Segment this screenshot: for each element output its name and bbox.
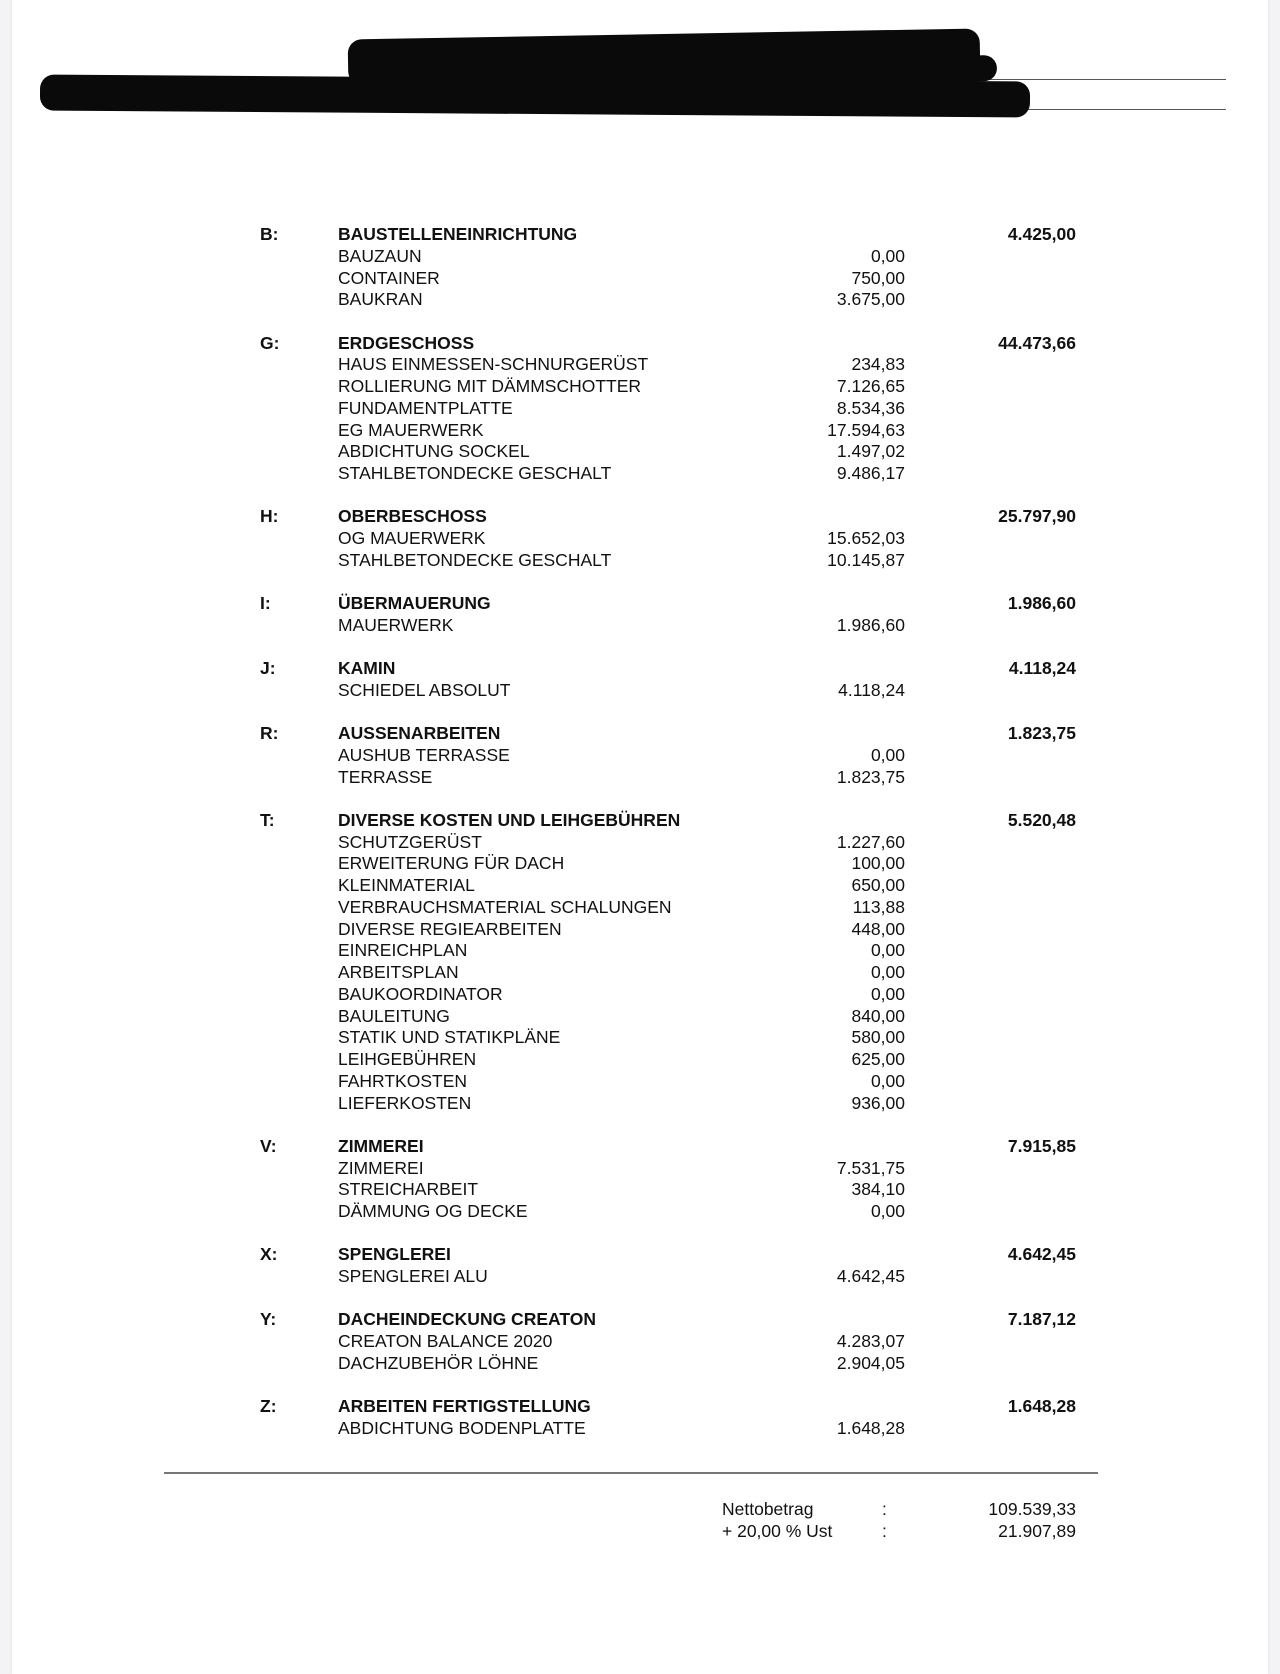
line-item-amount: 625,00 [851,1049,905,1069]
line-item-label: BAUZAUN [338,245,422,266]
summary-value: 109.539,33 [988,1499,1076,1519]
line-item-amount: 1.986,60 [836,614,905,635]
section-title: ARBEITEN FERTIGSTELLUNG [338,1396,591,1416]
line-item-amount: 2.904,05 [836,1352,905,1373]
section-header [12,810,1268,832]
section-total: 7.915,85 [1007,1135,1076,1156]
line-item-label: BAUKOORDINATOR [338,983,503,1004]
line-item [12,420,1268,442]
line-item [12,767,1268,789]
line-item-amount: 234,83 [851,354,905,375]
section-code: Z: [260,1396,277,1416]
section-total: 4.642,45 [1007,1244,1076,1265]
section [12,658,1268,702]
line-item-amount: 10.145,87 [827,549,905,570]
line-item-label: KLEINMATERIAL [338,875,475,895]
line-item [12,1331,1268,1353]
section-total: 4.425,00 [1007,224,1076,244]
line-item-label: SCHUTZGERÜST [338,831,482,852]
line-item-label: ABDICHTUNG BODENPLATTE [338,1417,586,1438]
line-item [12,832,1268,854]
section-title: SPENGLEREI [338,1244,451,1265]
section [12,1396,1268,1440]
section [12,333,1268,485]
line-item-label: HAUS EINMESSEN-SCHNURGERÜST [338,354,649,375]
line-item-amount: 650,00 [851,875,905,895]
line-item-amount: 0,00 [870,962,905,982]
line-item-label: MAUERWERK [338,614,454,635]
line-item [12,376,1268,398]
section [12,810,1268,1115]
section-title: BAUSTELLENEINRICHTUNG [338,224,578,244]
line-item-label: ARBEITSPLAN [338,962,459,982]
section-code: I: [260,593,271,613]
line-item-label: SCHIEDEL ABSOLUT [338,679,511,700]
section-header [12,333,1268,355]
line-item [12,1201,1268,1223]
line-item-label: FAHRTKOSTEN [338,1070,468,1091]
section-code: B: [260,224,279,244]
line-item-label: STAHLBETONDECKE GESCHALT [338,463,612,483]
line-item [12,463,1268,485]
line-item-label: STREICHARBEIT [338,1179,479,1200]
section-code: J: [260,658,276,678]
line-item-label: OG MAUERWERK [338,528,486,548]
section-title: OBERBESCHOSS [338,506,487,527]
section-header [12,1396,1268,1418]
summary-value: 21.907,89 [998,1521,1076,1541]
summary-colon: : [882,1499,887,1519]
line-item-amount: 17.594,63 [827,419,905,440]
line-item-amount: 384,10 [851,1179,905,1200]
line-item-label: ERWEITERUNG FÜR DACH [338,853,565,874]
line-item-amount: 4.118,24 [838,679,905,700]
section-total: 1.823,75 [1007,723,1076,743]
line-item-amount: 100,00 [851,853,905,874]
line-item-amount: 1.823,75 [836,766,905,787]
line-item [12,984,1268,1006]
section-code: H: [260,506,279,527]
line-item [12,680,1268,702]
section-code: T: [260,809,275,830]
section-title: DACHEINDECKUNG CREATON [338,1309,596,1330]
line-item-amount: 3.675,00 [836,289,905,310]
section-code: Y: [260,1309,277,1330]
line-item-amount: 15.652,03 [827,528,905,548]
line-item [12,1353,1268,1375]
section-header [12,1136,1268,1158]
line-item-label: SPENGLEREI ALU [338,1266,488,1286]
section-title: ZIMMEREI [338,1135,424,1156]
line-item-amount: 0,00 [870,1070,905,1091]
section [12,1309,1268,1374]
line-item [12,1027,1268,1049]
line-item-amount: 0,00 [870,983,905,1004]
line-item-amount: 1.227,60 [836,831,905,852]
line-item [12,897,1268,919]
line-item-label: BAUKRAN [338,289,423,310]
section-header [12,224,1268,246]
line-item-amount: 840,00 [851,1005,905,1026]
summary-label: Nettobetrag [722,1499,814,1519]
line-item-amount: 1.648,28 [836,1417,905,1438]
line-item-amount: 936,00 [851,1092,905,1113]
section [12,1244,1268,1288]
line-item-label: LIEFERKOSTEN [338,1092,472,1113]
section-total: 4.118,24 [1008,658,1076,678]
line-item [12,615,1268,637]
line-item-label: CREATON BALANCE 2020 [338,1331,553,1351]
section-header [12,506,1268,528]
line-item-label: LEIHGEBÜHREN [338,1049,477,1069]
line-item-label: AUSHUB TERRASSE [338,744,510,765]
line-item [12,441,1268,463]
section-total: 7.187,12 [1007,1309,1076,1330]
line-item-label: STAHLBETONDECKE GESCHALT [338,549,612,570]
section-title: AUSSENARBEITEN [338,723,501,743]
line-item-label: ABDICHTUNG SOCKEL [338,441,530,462]
line-item-label: TERRASSE [338,766,433,787]
line-item [12,1158,1268,1180]
line-item [12,246,1268,268]
line-item-label: EINREICHPLAN [338,940,468,961]
section-header [12,1244,1268,1266]
line-item-amount: 448,00 [851,918,905,939]
section-title: DIVERSE KOSTEN UND LEIHGEBÜHREN [338,809,681,830]
line-item [12,875,1268,897]
line-item-amount: 9.486,17 [836,463,905,483]
line-item [12,354,1268,376]
line-item [12,940,1268,962]
line-item [12,268,1268,290]
line-item-amount: 0,00 [870,1201,905,1221]
line-item [12,1266,1268,1288]
line-item-amount: 0,00 [870,744,905,765]
line-item-label: DIVERSE REGIEARBEITEN [338,918,562,939]
line-item-amount: 750,00 [851,267,905,288]
line-item-amount: 580,00 [851,1027,905,1048]
section [12,723,1268,788]
line-item-label: DACHZUBEHÖR LÖHNE [338,1352,539,1373]
section-total: 25.797,90 [998,506,1076,527]
line-item [12,745,1268,767]
section-header [12,593,1268,615]
section-code: R: [260,723,279,743]
section-code: V: [260,1135,277,1156]
section-header [12,658,1268,680]
section-code: G: [260,332,280,353]
line-item [12,550,1268,572]
line-item [12,1049,1268,1071]
line-item [12,1006,1268,1028]
line-item [12,528,1268,550]
line-item [12,853,1268,875]
section-title: KAMIN [338,658,396,678]
line-item [12,919,1268,941]
section [12,1136,1268,1223]
section [12,224,1268,311]
line-item [12,1179,1268,1201]
section-total: 44.473,66 [998,332,1076,353]
line-item-label: EG MAUERWERK [338,419,484,440]
section-code: X: [260,1244,278,1265]
line-item-amount: 0,00 [870,245,905,266]
line-item [12,289,1268,311]
line-item [12,398,1268,420]
section-total: 1.986,60 [1007,593,1076,613]
section-title: ÜBERMAUERUNG [338,593,491,613]
section [12,506,1268,571]
line-item-label: ZIMMEREI [338,1157,424,1178]
line-item-amount: 7.531,75 [836,1157,905,1178]
summary-divider [164,1472,1098,1474]
line-item-label: VERBRAUCHSMATERIAL SCHALUNGEN [338,896,672,917]
line-item-label: CONTAINER [338,267,440,288]
line-item-label: BAULEITUNG [338,1005,450,1026]
summary-label: + 20,00 % Ust [722,1521,833,1541]
line-item-label: FUNDAMENTPLATTE [338,397,513,418]
line-item [12,1093,1268,1115]
line-item [12,962,1268,984]
line-item-amount: 113,88 [852,896,905,917]
line-item-label: ROLLIERUNG MIT DÄMMSCHOTTER [338,376,642,396]
section-total: 5.520,48 [1007,809,1076,830]
line-item-amount: 4.283,07 [836,1331,905,1351]
line-item-amount: 7.126,65 [836,376,905,396]
section [12,593,1268,637]
line-item-label: STATIK UND STATIKPLÄNE [338,1027,561,1048]
line-item-amount: 8.534,36 [836,397,905,418]
section-header [12,723,1268,745]
line-item-amount: 1.497,02 [836,441,905,462]
section-total: 1.648,28 [1007,1396,1076,1416]
line-item-amount: 4.642,45 [836,1266,905,1286]
section-title: ERDGESCHOSS [338,332,475,353]
line-item-label: DÄMMUNG OG DECKE [338,1201,528,1221]
section-header [12,1309,1268,1331]
line-item-amount: 0,00 [870,940,905,961]
cost-sections [12,224,1268,1461]
document-page [12,0,1268,1674]
summary-colon: : [882,1521,887,1541]
line-item [12,1071,1268,1093]
line-item [12,1418,1268,1440]
